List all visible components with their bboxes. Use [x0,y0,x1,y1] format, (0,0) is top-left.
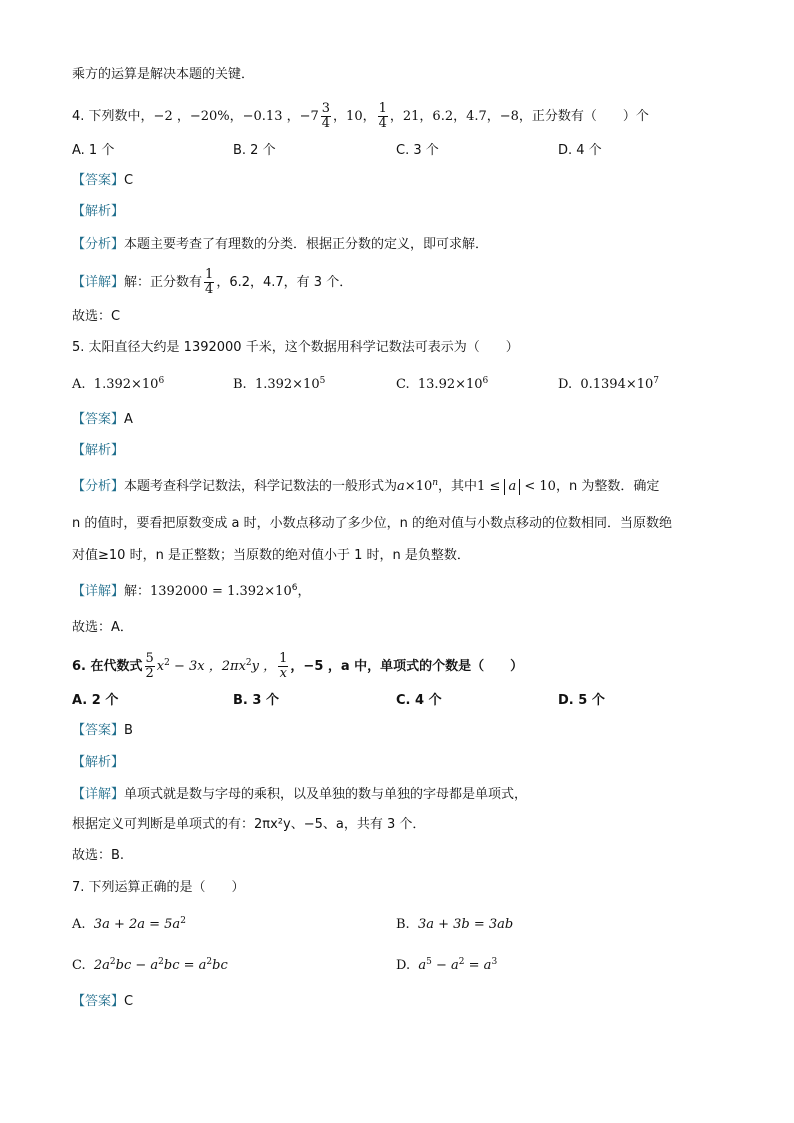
q4-answer [72,172,133,190]
q4-answer-value: C [124,173,134,188]
q4-detail-fraction: $\frac{1}{4}$ [205,267,214,297]
q7-answer: 【答案】C [72,994,134,1009]
q6-fraction-5-2: $\frac{5}{2}$ [145,651,154,681]
q7-option-a: A. $3a + 2a = 5a^2$ [72,916,186,932]
q6-option-d: D. 5 个 [558,693,605,708]
q5-analysis-tag: 【解析】 [72,443,125,458]
q5-choose: 故选：A． [72,620,133,635]
q7-option-c: C. $2a^2bc - a^2bc = a^2bc$ [72,957,228,973]
question-4 [72,102,649,131]
q6-answer: 【答案】B [72,723,133,738]
intro-text: 乘方的运算是解决本题的关键． [72,67,255,82]
q5-option-b: B. $1.392\times 10^5$ [233,376,326,392]
q4-fraction-1-4: $\frac{1}{4}$ [378,101,387,131]
q4-option-a: A. 1 个 [72,143,115,158]
q5-answer: 【答案】A [72,412,133,427]
question-6: 6. 在代数式 $\frac{5}{2}$ $x^2 - 3x$ ，$2\pi x^2y$ ， $\frac{1}{x}$ ，−5 ，a 中，单项式的个数是（ ） [72,651,524,681]
q4-detail: 【详解】解：正分数有 $\frac{1}{4}$ ，6.2，4.7，有 3 个． [72,267,353,297]
q5-option-d: D. $0.1394\times 10^7$ [558,376,660,392]
question-5: 5. 太阳直径大约是 1392000 千米，这个数据用科学记数法可表示为（ ） [72,340,519,355]
absolute-value-a: a [504,479,520,495]
q7-option-b: B. 3a + 3b = 3ab [396,917,514,932]
q5-fenxi-line-2: n 的值时，要看把原数变成 a 时，小数点移动了多少位，n 的绝对值与小数点移动的位数相同．当原数绝 [72,516,672,531]
q4-fraction-3-4: $\frac{3}{4}$ [321,101,331,131]
q6-fraction-1-x: $\frac{1}{x}$ [279,651,288,681]
q5-fenxi-line-3: 对值≥10 时，n 是正整数；当原数的绝对值小于 1 时，n 是负整数． [72,548,470,563]
q6-analysis-tag: 【解析】 [72,755,125,770]
q4-numbers-b: ，10， [333,109,376,124]
answer-tag: 【答案】 [72,173,125,188]
q6-choose: 故选：B. [72,848,125,863]
question-7: 7. 下列运算正确的是（ ） [72,880,245,895]
q4-fenxi: 【分析】本题主要考查了有理数的分类．根据正分数的定义，即可求解． [72,237,489,252]
q4-numbers-c: ，21，6.2，4.7，−8，正分数有（ ）个 [389,109,649,124]
q5-option-c: C. $13.92\times 10^6$ [396,376,489,392]
q4-option-d: D. 4 个 [558,143,602,158]
q4-numbers-a: −2 ，−20%，−0.13 ，−7 [153,109,319,124]
q5-detail: 【详解】解：$1392000 = 1.392\times 10^6$， [72,583,311,599]
q5-option-a: A. $1.392\times 10^6$ [72,376,165,392]
q4-analysis-tag: 【解析】 [72,204,125,219]
q4-label: 4. 下列数中， [72,109,154,124]
q6-detail-line-2: 根据定义可判断是单项式的有：2πx²y、−5、a，共有 3 个． [72,817,426,832]
q4-choose: 故选：C [72,309,121,324]
q4-option-b: B. 2 个 [233,143,276,158]
q6-option-b: B. 3 个 [233,693,279,708]
q6-detail-line-1: 【详解】单项式就是数与字母的乘积，以及单独的数与单独的字母都是单项式， [72,787,528,802]
q7-option-d: D. $a^5 - a^2 = a^3$ [396,957,498,973]
q4-option-c: C. 3 个 [396,143,439,158]
q6-option-a: A. 2 个 [72,693,119,708]
q5-fenxi-line-1: 【分析】本题考查科学记数法，科学记数法的一般形式为$a\times 10^n$，其中1 ≤ a < 10，n 为整数．确定 [72,478,660,494]
q6-option-c: C. 4 个 [396,693,442,708]
